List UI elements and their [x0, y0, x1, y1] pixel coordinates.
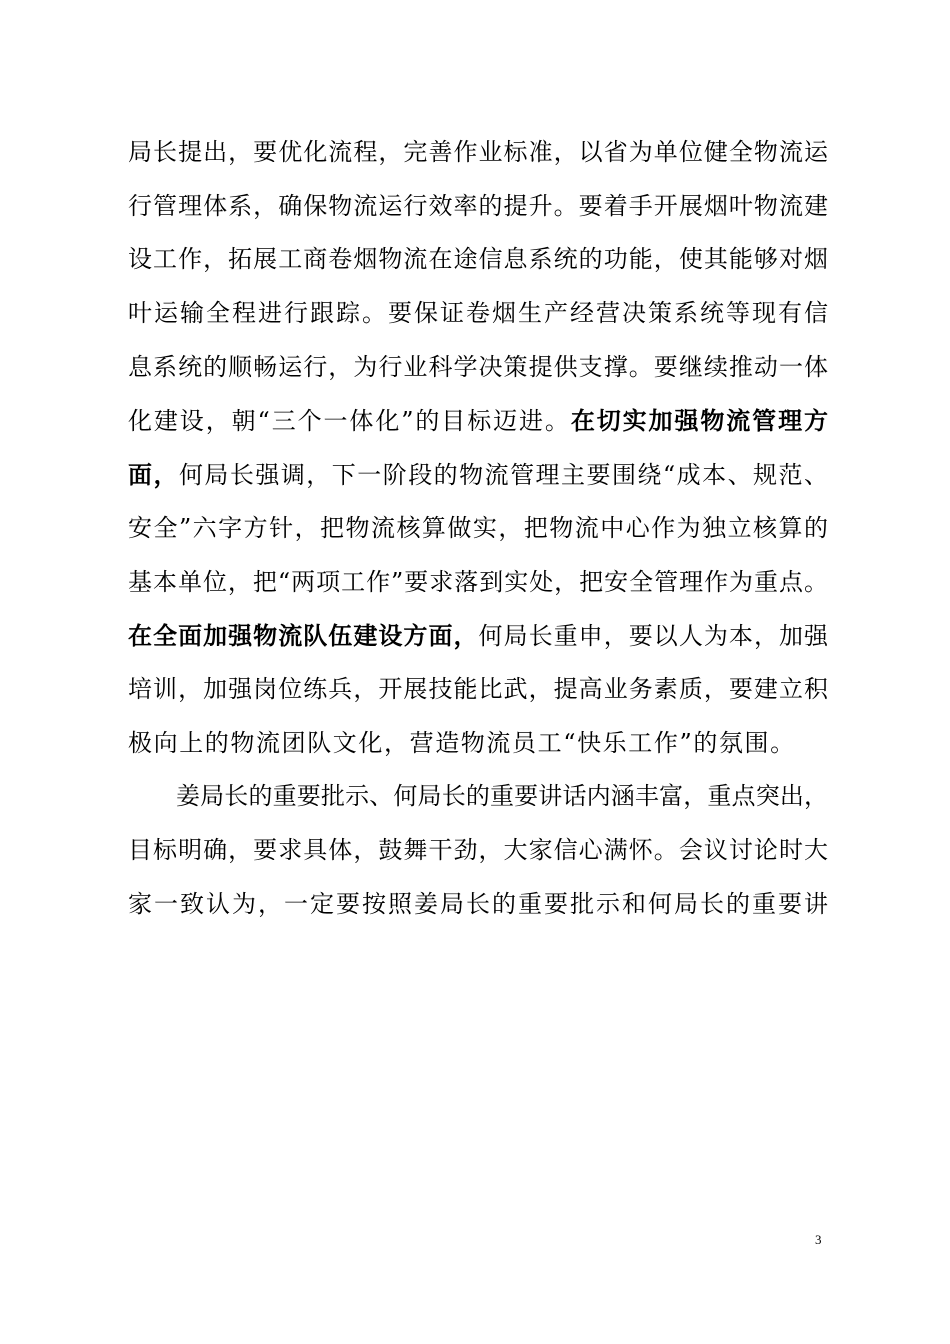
text-line-6-bold: 在切实加强物流管理方: [570, 406, 828, 436]
document-body: [128, 126, 828, 931]
text-line-7-plain: 何局长强调，下一阶段的物流管理主要围绕“成本、规范、: [178, 461, 828, 490]
text-line-2: 行管理体系，确保物流运行效率的提升。要着手开展烟叶物流建: [128, 191, 828, 220]
text-line-4: 叶运输全程进行跟踪。要保证卷烟生产经营决策系统等现有信: [128, 299, 828, 328]
text-line-10: [128, 609, 828, 663]
text-line-6: [128, 394, 828, 448]
text-line-7: [128, 448, 828, 502]
text-line-10-bold: 在全面加强物流队伍建设方面，: [128, 621, 479, 651]
text-line-10-plain: 何局长重申，要以人为本，加强: [478, 622, 829, 651]
text-line-12: 极向上的物流团队文化，营造物流员工“快乐工作”的氛围。: [128, 728, 796, 757]
text-line-9: 基本单位，把“两项工作”要求落到实处，把安全管理作为重点。: [128, 567, 828, 596]
text-line-6-plain: 化建设，朝“三个一体化”的目标迈进。: [128, 407, 571, 436]
text-line-14: 目标明确，要求具体，鼓舞干劲，大家信心满怀。会议讨论时大: [128, 835, 828, 864]
text-line-5: 息系统的顺畅运行，为行业科学决策提供支撑。要继续推动一体: [128, 352, 828, 381]
text-line-8: 安全”六字方针，把物流核算做实，把物流中心作为独立核算的: [128, 513, 828, 542]
text-line-3: 设工作，拓展工商卷烟物流在途信息系统的功能，使其能够对烟: [128, 245, 828, 274]
text-line-7-bold: 面，: [128, 460, 179, 490]
text-line-15: 家一致认为，一定要按照姜局长的重要批示和何局长的重要讲: [128, 889, 828, 918]
text-line-13: 姜局长的重要批示、何局长的重要讲话内涵丰富，重点突出，: [176, 782, 828, 811]
text-line-1: 局长提出，要优化流程，完善作业标准，以省为单位健全物流运: [128, 138, 828, 166]
text-line-11: 培训，加强岗位练兵，开展技能比武，提高业务素质，要建立积: [128, 674, 828, 703]
page-number: 3: [815, 1232, 822, 1247]
